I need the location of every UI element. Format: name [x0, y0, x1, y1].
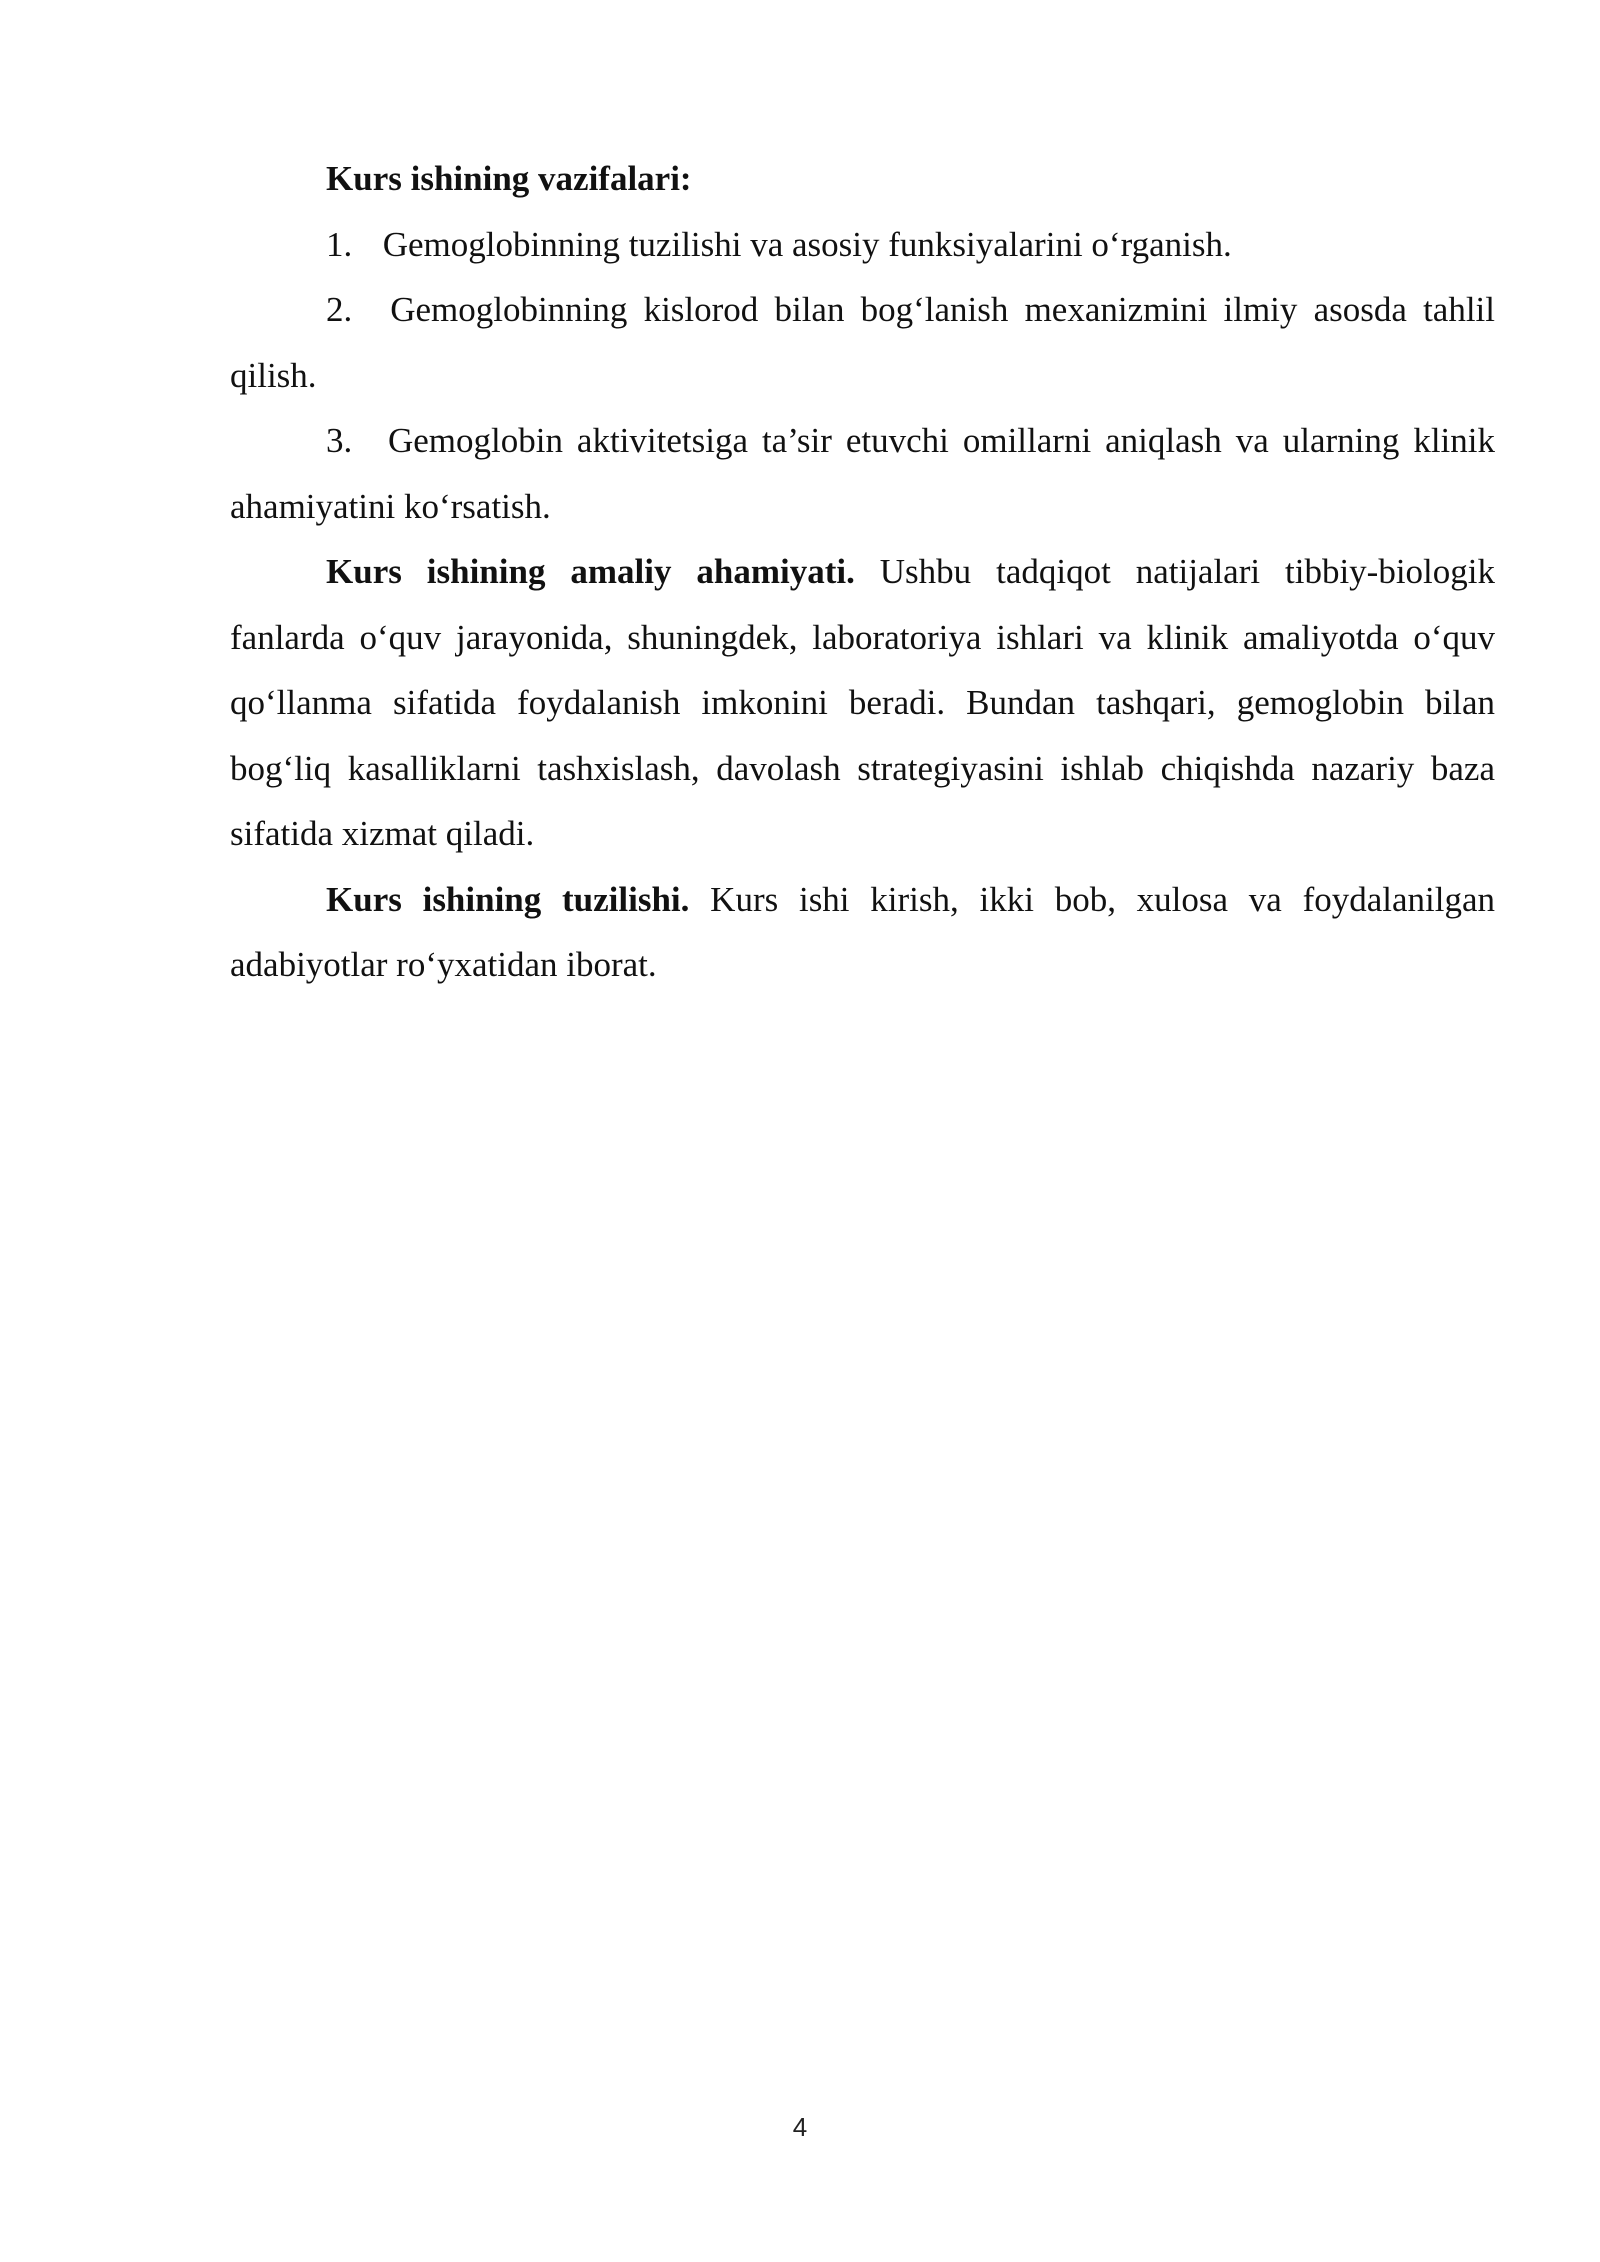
- task-item-2: [230, 277, 1495, 408]
- structure-heading: Kurs ishining tuzilishi.: [326, 879, 690, 919]
- page-content: [230, 146, 1495, 998]
- page-number: 4: [792, 2112, 808, 2142]
- task-number: 1.: [326, 224, 353, 264]
- task-text: Gemoglobinning tuzilishi va asosiy funksiyalarini o‘rganish.: [382, 224, 1232, 264]
- task-number: 3.: [326, 421, 353, 460]
- task-number: 2.: [326, 290, 353, 329]
- task-item-3: [230, 408, 1495, 539]
- tasks-heading: Kurs ishining vazifalari:: [326, 159, 692, 198]
- task-text: Gemoglobin aktivitetsiga ta’sir etuvchi omillarni aniqlash va ularning klinik ahamiyatini ko‘rsatish.: [230, 421, 1495, 526]
- structure-paragraph: [230, 867, 1495, 998]
- structure-text: Kurs ishi kirish, ikki bob, xulosa va foydalanilgan adabiyotlar ro‘yxatidan iborat.: [230, 879, 1496, 984]
- practical-significance-paragraph: [230, 539, 1495, 867]
- task-item-1: [230, 212, 1495, 278]
- task-text: Gemoglobinning kislorod bilan bog‘lanish mexanizmini ilmiy asosda tahlil qilish.: [230, 290, 1495, 395]
- practical-text: Ushbu tadqiqot natijalari tibbiy-biologik fanlarda o‘quv jarayonida, shuningdek, laboratoriya ishlari va klinik amaliyotda o‘quv qo‘llanma sifatida foydalanish imkonini beradi. Bundan tashqari, gemoglobin bilan bog‘liq kasalliklarni tashxislash, davolash strategiyasini ishlab chiqishda nazariy baza sifatida xizmat qiladi.: [230, 552, 1496, 853]
- practical-heading: Kurs ishining amaliy ahamiyati.: [326, 552, 855, 591]
